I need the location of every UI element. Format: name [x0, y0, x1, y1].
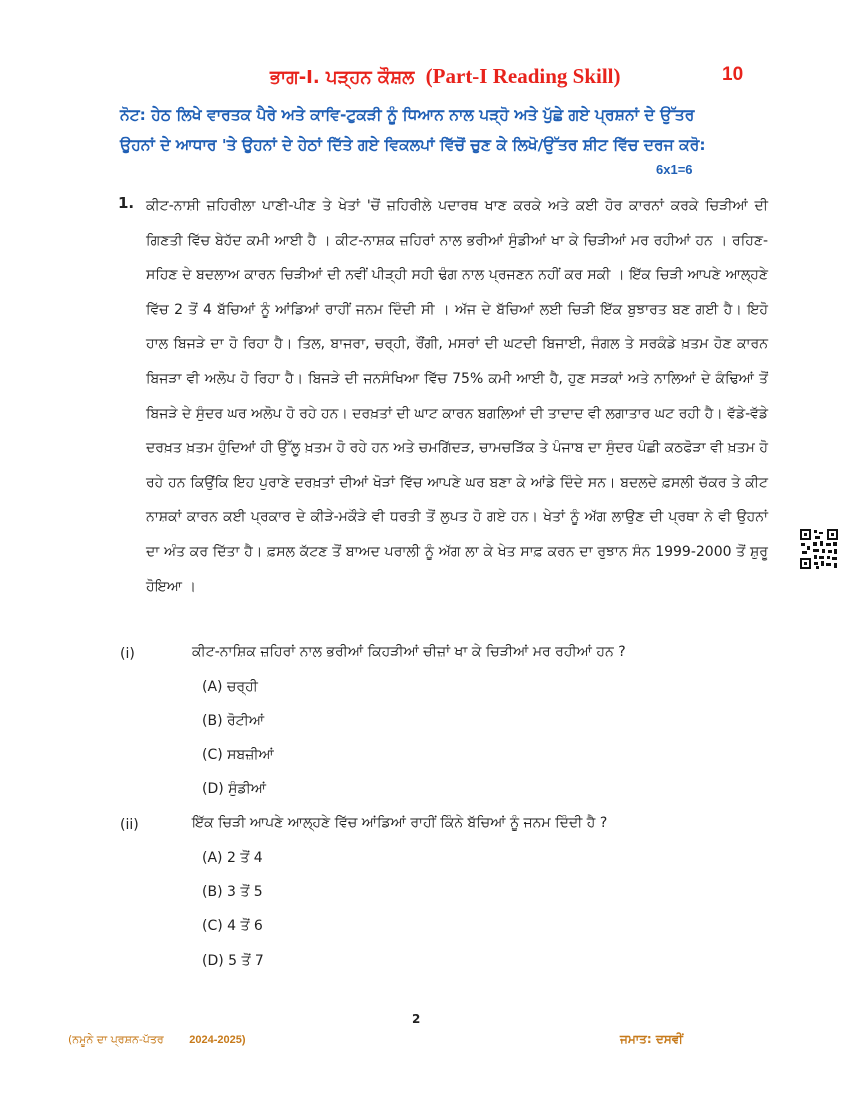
option-d[interactable]: (D) ਸੁੰਡੀਆਂ [202, 781, 267, 797]
option-b[interactable]: (B) 3 ਤੋਂ 5 [202, 884, 263, 900]
footer-paper-label [68, 1033, 246, 1047]
reading-passage: ਕੀਟ-ਨਾਸ਼ੀ ਜ਼ਹਿਰੀਲਾ ਪਾਣੀ-ਪੀਣ ਤੇ ਖੇਤਾਂ 'ਚੋਂ ਜ਼ਹਿਰੀਲੇ ਪਦਾਰਥ ਖਾਣ ਕਰਕੇ ਅਤੇ ਕਈ ਹੋਰ ਕਾਰਨਾਂ ਕਰਕੇ ਚਿੜੀਆਂ ਦੀ ਗਿਣਤੀ ਵਿੱਚ ਬੇਹੱਦ ਕਮੀ ਆਈ ਹੈ । ਕੀਟ-ਨਾਸ਼ਕ ਜ਼ਹਿਰਾਂ ਨਾਲ ਭਰੀਆਂ ਸੁੰਡੀਆਂ ਖਾ ਕੇ ਚਿੜੀਆਂ ਮਰ ਰਹੀਆਂ ਹਨ । ਰਹਿਣ-ਸਹਿਣ ਦੇ ਬਦਲਾਅ ਕਾਰਨ ਚਿੜੀਆਂ ਦੀ ਨਵੀਂ ਪੀੜ੍ਹੀ ਸਹੀ ਢੰਗ ਨਾਲ ਪ੍ਰਜਣਨ ਨਹੀਂ ਕਰ ਸਕੀ । ਇੱਕ ਚਿੜੀ ਆਪਣੇ ਆਲ੍ਹਣੇ ਵਿੱਚ 2 ਤੋਂ 4 ਬੱਚਿਆਂ ਨੂੰ ਆਂਡਿਆਂ ਰਾਹੀਂ ਜਨਮ ਦਿੰਦੀ ਸੀ । ਅੱਜ ਦੇ ਬੱਚਿਆਂ ਲਈ ਚਿੜੀ ਇੱਕ ਬੁਝਾਰਤ ਬਣ ਗਈ ਹੈ। ਇਹੋ ਹਾਲ ਬਿਜੜੇ ਦਾ ਹੋ ਰਿਹਾ ਹੈ। ਤਿਲ, ਬਾਜਰਾ, ਚਰ੍ਹੀ, ਰੌਂਗੀ, ਮਸਰਾਂ ਦੀ ਘਟਦੀ ਬਿਜਾਈ, ਜੰਗਲ ਤੇ ਸਰਕੰਡੇ ਖ਼ਤਮ ਹੋਣ ਕਾਰਨ ਬਿਜੜਾ ਵੀ ਅਲੋਪ ਹੋ ਰਿਹਾ ਹੈ। ਬਿਜੜੇ ਦੀ ਜਨਸੰਖਿਆ ਵਿੱਚ 75% ਕਮੀ ਆਈ ਹੈ, ਹੁਣ ਸੜਕਾਂ ਅਤੇ ਨਾਲਿਆਂ ਦੇ ਕੰਢਿਆਂ ਤੋਂ ਬਿਜੜੇ ਦੇ ਸੁੰਦਰ ਘਰ ਅਲੋਪ ਹੋ ਰਹੇ ਹਨ। ਦਰਖ਼ਤਾਂ ਦੀ ਘਾਟ ਕਾਰਨ ਬਗਲਿਆਂ ਦੀ ਤਾਦਾਦ ਵੀ ਲਗਾਤਾਰ ਘਟ ਰਹੀ ਹੈ। ਵੱਡੇ-ਵੱਡੇ ਦਰਖ਼ਤ ਖ਼ਤਮ ਹੁੰਦਿਆਂ ਹੀ ਉੱਲੂ ਖ਼ਤਮ ਹੋ ਰਹੇ ਹਨ ਅਤੇ ਚਮਗਿੱਦੜ, ਚਾਮਚੜਿੱਕ ਤੇ ਪੰਜਾਬ ਦਾ ਸੁੰਦਰ ਪੰਛੀ ਕਠਫੋੜਾ ਵੀ ਖ਼ਤਮ ਹੋ ਰਹੇ ਹਨ ਕਿਉਂਕਿ ਇਹ ਪੁਰਾਣੇ ਦਰਖ਼ਤਾਂ ਦੀਆਂ ਖੋੜਾਂ ਵਿੱਚ ਆਪਣੇ ਘਰ ਬਣਾ ਕੇ ਆਂਡੇ ਦਿੰਦੇ ਸਨ। ਬਦਲਦੇ ਫ਼ਸਲੀ ਚੱਕਰ ਤੇ ਕੀਟ ਨਾਸ਼ਕਾਂ ਕਾਰਨ ਕਈ ਪ੍ਰਕਾਰ ਦੇ ਕੀੜੇ-ਮਕੌੜੇ ਵੀ ਧਰਤੀ ਤੋਂ ਲੁਪਤ ਹੋ ਗਏ ਹਨ। ਖੇਤਾਂ ਨੂੰ ਅੱਗ ਲਾਉਣ ਦੀ ਪ੍ਰਥਾ ਨੇ ਵੀ ਉਹਨਾਂ ਦਾ ਅੰਤ ਕਰ ਦਿੱਤਾ ਹੈ। ਫ਼ਸਲ ਕੱਟਣ ਤੋਂ ਬਾਅਦ ਪਰਾਲੀ ਨੂੰ ਅੱਗ ਲਾ ਕੇ ਖੇਤ ਸਾਫ਼ ਕਰਨ ਦਾ ਰੁਝਾਨ ਸੰਨ 1999-2000 ਤੋਂ ਸ਼ੁਰੂ ਹੋਇਆ । [146, 198, 768, 595]
option-b[interactable]: (B) ਰੋਟੀਆਂ [202, 713, 265, 729]
instruction-note: ਨੋਟ: ਹੇਠ ਲਿਖੇ ਵਾਰਤਕ ਪੈਰੇ ਅਤੇ ਕਾਵਿ-ਟੁਕੜੀ ਨੂੰ ਧਿਆਨ ਨਾਲ ਪੜ੍ਹੋ ਅਤੇ ਪੁੱਛੇ ਗਏ ਪ੍ਰਸ਼ਨਾਂ ਦੇ ਉੱਤਰ ਉਹਨਾਂ ਦੇ ਆਧਾਰ 'ਤੇ ਉਹਨਾਂ ਦੇ ਹੇਠਾਂ ਦਿੱਤੇ ਗਏ ਵਿਕਲਪਾਂ ਵਿੱਚੋਂ ਚੁਣ ਕੇ ਲਿਖੋ/ਉੱਤਰ ਸ਼ੀਟ ਵਿੱਚ ਦਰਜ ਕਰੋ: [120, 106, 706, 154]
qr-code-icon[interactable] [799, 528, 839, 570]
heading-marks: 10 [722, 64, 744, 85]
heading-english: (Part-I Reading Skill) [425, 64, 621, 88]
footer-paper-text: (ਨਮੂਨੇ ਦਾ ਪ੍ਰਸ਼ਨ-ਪੱਤਰ [68, 1033, 164, 1046]
option-a[interactable]: (A) 2 ਤੋਂ 4 [202, 850, 263, 866]
footer-class-label: ਜਮਾਤ: ਦਸਵੀਂ [620, 1032, 683, 1046]
subquestion-label: (i) [120, 646, 135, 662]
subquestion-text: ਇੱਕ ਚਿੜੀ ਆਪਣੇ ਆਲ੍ਹਣੇ ਵਿੱਚ ਆਂਡਿਆਂ ਰਾਹੀਂ ਕਿੰਨੇ ਬੱਚਿਆਂ ਨੂੰ ਜਨਮ ਦਿੰਦੀ ਹੈ ? [192, 815, 608, 831]
footer-year: 2024-2025) [189, 1034, 246, 1046]
question-number: 1. [118, 194, 135, 212]
section-heading [270, 64, 770, 94]
score-formula: 6x1=6 [656, 162, 693, 177]
subquestion-label: (ii) [120, 817, 139, 833]
option-a[interactable]: (A) ਚਰ੍ਹੀ [202, 679, 258, 695]
subquestion-text: ਕੀਟ-ਨਾਸ਼ਿਕ ਜ਼ਹਿਰਾਂ ਨਾਲ ਭਰੀਆਂ ਕਿਹੜੀਆਂ ਚੀਜ਼ਾਂ ਖਾ ਕੇ ਚਿੜੀਆਂ ਮਰ ਰਹੀਆਂ ਹਨ ? [192, 644, 626, 660]
option-c[interactable]: (C) 4 ਤੋਂ 6 [202, 918, 263, 934]
page-number: 2 [412, 1012, 421, 1026]
heading-punjabi: ਭਾਗ-I. ਪੜ੍ਹਨ ਕੌਸ਼ਲ [270, 67, 415, 88]
option-d[interactable]: (D) 5 ਤੋਂ 7 [202, 953, 264, 969]
option-c[interactable]: (C) ਸਬਜ਼ੀਆਂ [202, 747, 274, 763]
